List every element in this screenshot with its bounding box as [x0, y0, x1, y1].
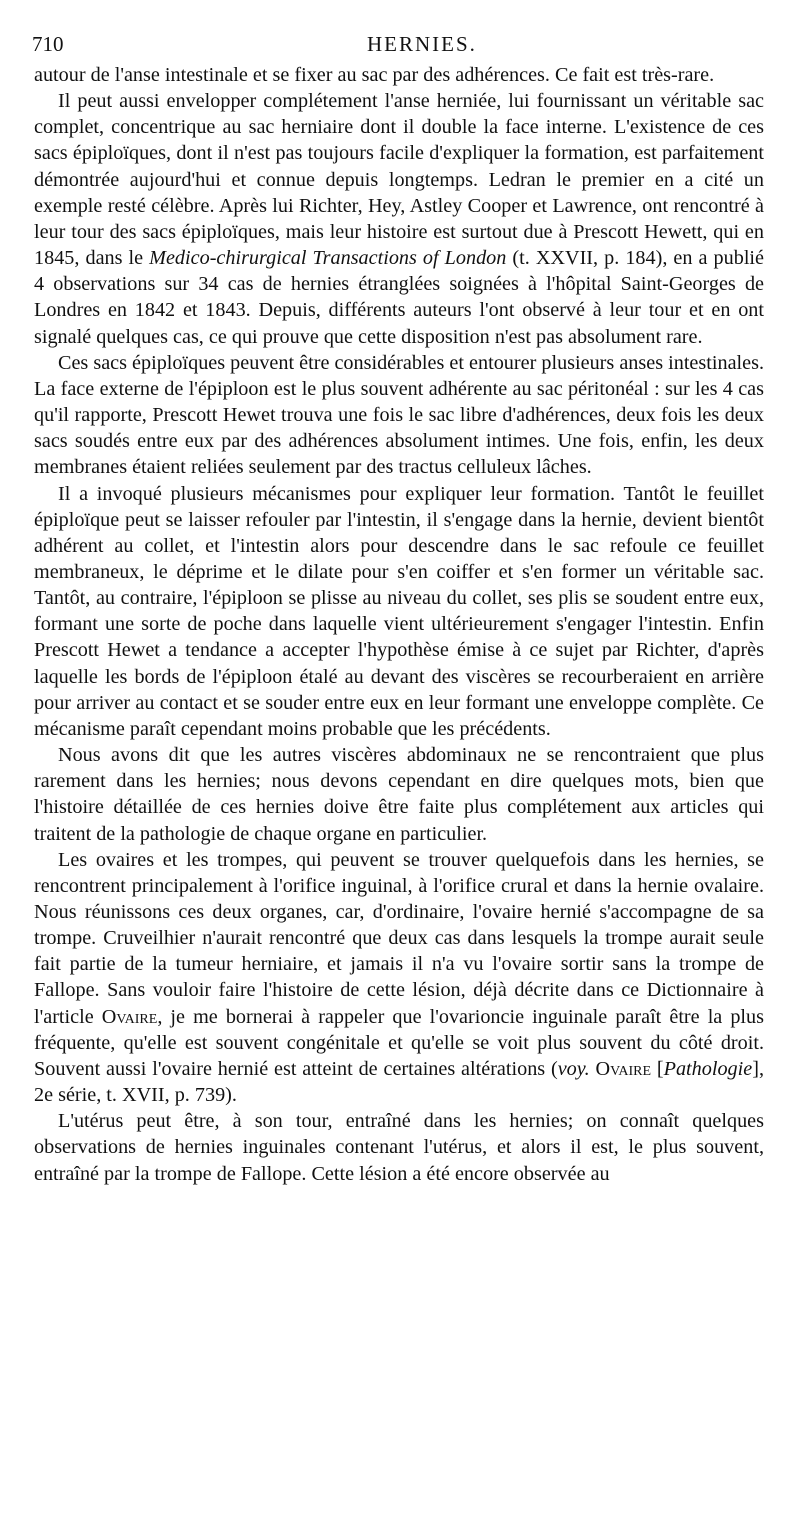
article-reference: Ovaire: [101, 1005, 158, 1028]
paragraph-ovaries: [34, 847, 764, 1109]
italic-pathologie: Pathologie: [663, 1057, 753, 1080]
italic-voy: voy.: [557, 1057, 590, 1080]
text-run: Il peut aussi envelopper complétement l'anse herniée, lui fournissant un véritable sac complet, concentrique au sac herniaire dont il double la face interne. L'existence de ces sacs épiploïques, dont il n'est pas toujours facile d'expliquer la formation, est parfaitement démontrée aujourd'hui et connue depuis longtemps. Ledran le premier en a cité un exemple resté célèbre. Après lui Richter, Hey, Astley Cooper et Lawrence, ont rencontré à leur tour des sacs épiploïques, mais leur histoire est surtout due à Prescott Hewett, qui en 1845, dans le: [34, 90, 764, 270]
paragraph-epiploic-sac: [34, 88, 764, 350]
text-run: , je me bornerai à rappeler que l'ovarioncie inguinale paraît être la plus fréquente, qu'elle est souvent congénitale et qu'elle se voit plus souvent du côté droit. Souvent aussi l'ovaire hernié est atteint de certaines altérations (: [34, 1005, 764, 1080]
paragraph-uterus: L'utérus peut être, à son tour, entraîné dans les hernies; on connaît quelques observations de hernies inguinales contenant l'utérus, et alors il est, le plus souvent, entraîné par la trompe de Fallope. Cette lésion a été encore observée au: [34, 1110, 764, 1185]
text-run: (t. XXVII, p. 184), en a publié 4 observations sur 34 cas de hernies étranglées soignées à l'hôpital Saint-Georges de Londres en 1842 et 1843. Depuis, différents auteurs l'ont observé à leur tour et en ont signalé quelques cas, ce qui prouve que cette disposition n'est pas absolument rare.: [34, 247, 764, 348]
paragraph-continuation: autour de l'anse intestinale et se fixer au sac par des adhérences. Ce fait est très-rare.: [34, 64, 715, 86]
paragraph-sac-size: Ces sacs épiploïques peuvent être considérables et entourer plusieurs anses intestinales. La face externe de l'épiploon est le plus souvent adhérente au sac péritonéal : sur les 4 cas qu'il rapporte, Prescott Hewet trouva une fois le sac libre d'adhérences, deux fois les deux sacs soudés entre eux par des adhérences absolument intimes. Une fois, enfin, les deux membranes étaient reliées seulement par des tractus celluleux lâches.: [34, 351, 764, 479]
paragraph-other-viscera: Nous avons dit que les autres viscères abdominaux ne se rencontraient que plus rarement dans les hernies; nous devons cependant en dire quelques mots, bien que l'histoire détaillée de ces hernies doive être faite plus complétement aux articles qui traitent de la pathologie de chaque organe en particulier.: [34, 744, 764, 845]
text-run: [: [651, 1057, 664, 1080]
journal-title: Medico-chirurgical Transactions of London: [149, 247, 507, 270]
text-run: Les ovaires et les trompes, qui peuvent se trouver quelquefois dans les hernies, se rencontrent principalement à l'orifice inguinal, à l'orifice crural et dans la hernie ovalaire. Nous réunissons ces deux organes, car, d'ordinaire, l'ovaire hernié s'accompagne de sa trompe. Cruveilhier n'aurait rencontré que deux cas dans lesquels la trompe aurait seule fait partie de la tumeur herniaire, et jamais il n'a vu l'ovaire sortir sans la trompe de Fallope. Sans vouloir faire l'histoire de cette lésion, déjà décrite dans ce Dictionnaire à l'article: [34, 848, 764, 1028]
paragraph-mechanisms: Il a invoqué plusieurs mécanismes pour expliquer leur formation. Tantôt le feuillet épiploïque peut se laisser refouler par l'intestin, il s'engage dans la hernie, devient bientôt adhérent au collet, et l'intestin alors pour descendre dans le sac refoule ce feuillet membraneux, le déprime et le dilate pour s'en coiffer et s'en former un véritable sac. Tantôt, au contraire, l'épiploon se plisse au niveau du collet, ses plis se soudent entre eux, formant une sorte de poche dans laquelle vient ultérieurement s'engager l'intestin. Enfin Prescott Hewet a tendance a accepter l'hypothèse émise à ce sujet par Richter, d'après laquelle les bords de l'épiploon étalé au devant des viscères se recourberaient en arrière pour arriver au contact et se souder entre eux en leur formant une enveloppe complète. Ce mécanisme paraît cependant moins probable que les précédents.: [34, 482, 764, 740]
running-title: HERNIES.: [367, 32, 477, 56]
body-text: [34, 62, 764, 1187]
text-run: ], 2e série, t. XVII, p. 739).: [34, 1057, 764, 1107]
page-header: [30, 28, 762, 58]
page-number: 710: [32, 32, 64, 56]
article-reference: Ovaire: [595, 1057, 652, 1080]
